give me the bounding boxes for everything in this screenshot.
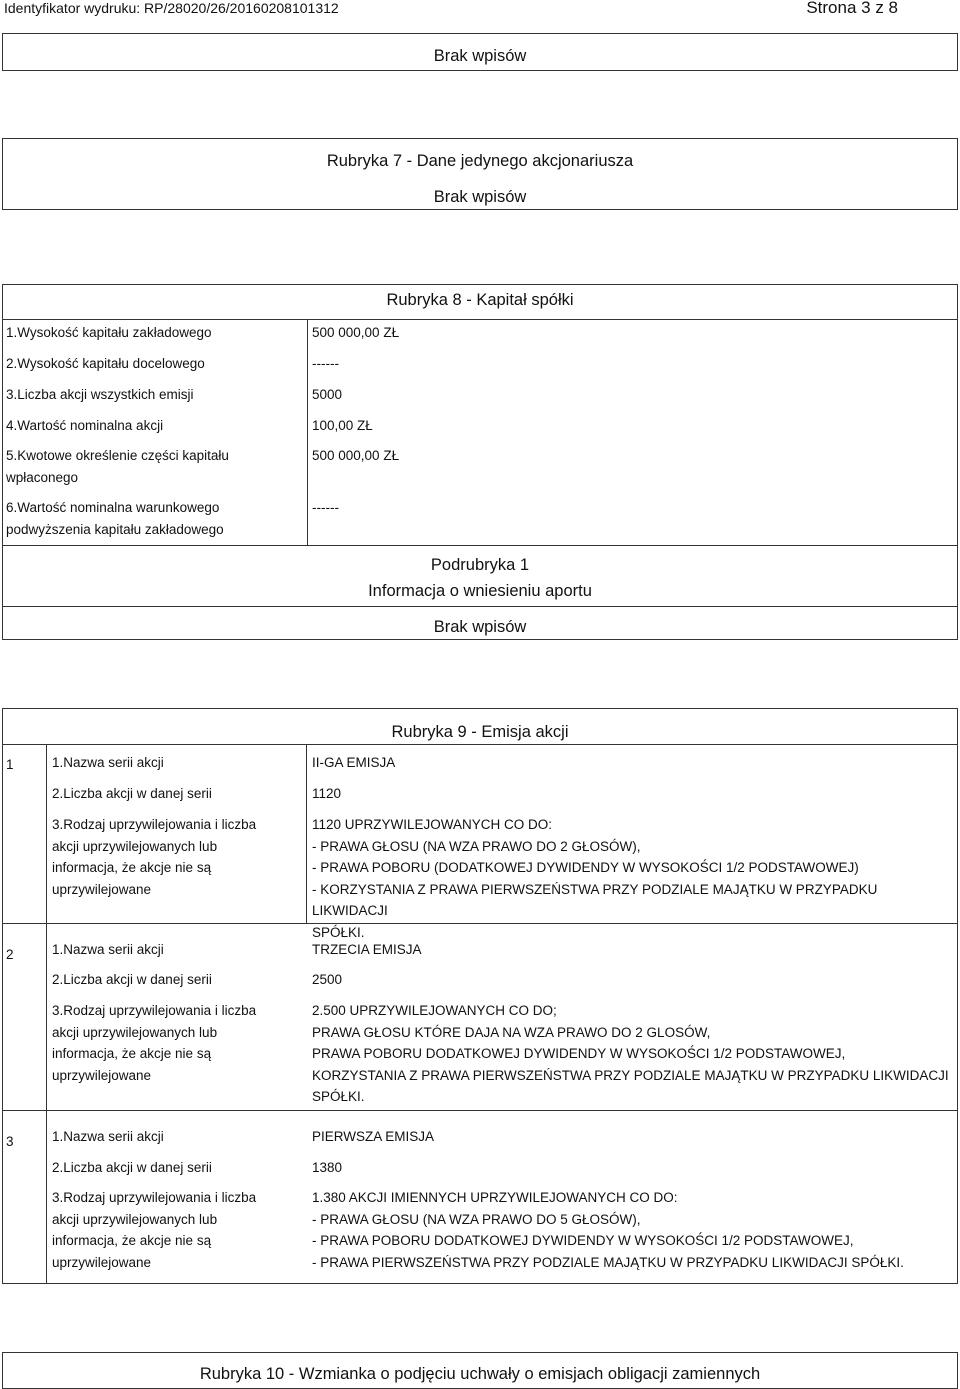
capital-label: 4.Wartość nominalna akcji: [6, 418, 164, 433]
series-type-value: 1.380 AKCJI IMIENNYCH UPRZYWILEJOWANYCH CO DO: - PRAWA GŁOSU (NA WZA PRAWO DO 5 GŁOSÓW), - PRAWA POBORU DODATKOWEJ DYWIDENDY W WYSOKOŚCI 1/2 PODSTAWOWEJ, - PRAWA PIERWSZEŃSTWA PRZY PODZIALE MAJĄTKU W PRZYPADKU LIKWIDACJI SPÓŁKI.: [312, 1190, 904, 1270]
series-count-label: 2.Liczba akcji w danej serii: [52, 1160, 212, 1175]
series-count-value: 1380: [312, 1160, 343, 1175]
capital-label: 6.Wartość nominalna warunkowego: [6, 500, 220, 515]
page-number: Strona 3 z 8: [806, 0, 898, 17]
emission-entry: [2, 744, 958, 940]
subsection-title: Podrubryka 1: [430, 556, 530, 574]
entry-number: 2: [6, 947, 14, 962]
empty-label: Brak wpisów: [433, 47, 527, 65]
section-10: [2, 1352, 958, 1389]
section-9-title: Rubryka 9 - Emisja akcji: [391, 723, 569, 741]
capital-value: 5000: [312, 387, 343, 402]
capital-value: 500 000,00 ZŁ: [312, 325, 400, 340]
section-10-title: Rubryka 10 - Wzmianka o podjęciu uchwały o emisjach obligacji zamiennych: [199, 1365, 761, 1383]
series-name-label: 1.Nazwa serii akcji: [52, 755, 164, 770]
subsection-subtitle: Informacja o wniesieniu aportu: [368, 582, 592, 600]
series-name-value: TRZECIA EMISJA: [312, 942, 422, 957]
entry-number: 1: [6, 757, 14, 772]
prev-section-box: [2, 33, 958, 71]
emission-entry: [2, 930, 958, 1110]
section-8-title: Rubryka 8 - Kapitał spółki: [386, 291, 574, 309]
series-type-label: 3.Rodzaj uprzywilejowania i liczba akcji uprzywilejowanych lub informacja, że akcje nie są uprzywilejowane: [52, 817, 257, 897]
print-identifier: Identyfikator wydruku: RP/28020/26/20160208101312: [4, 0, 339, 16]
empty-label: Brak wpisów: [433, 618, 527, 636]
capital-label: 3.Liczba akcji wszystkich emisji: [6, 387, 194, 402]
series-type-label: 3.Rodzaj uprzywilejowania i liczba akcji uprzywilejowanych lub informacja, że akcje nie są uprzywilejowane: [52, 1190, 257, 1270]
capital-label: podwyższenia kapitału zakładowego: [6, 522, 224, 537]
entry-number: 3: [6, 1134, 14, 1149]
series-name-label: 1.Nazwa serii akcji: [52, 1129, 164, 1144]
capital-label: wpłaconego: [6, 470, 79, 485]
empty-label: Brak wpisów: [433, 188, 527, 206]
series-name-label: 1.Nazwa serii akcji: [52, 942, 164, 957]
capital-table: [2, 319, 958, 545]
emission-entry: [2, 1117, 958, 1284]
capital-value: 100,00 ZŁ: [312, 418, 373, 433]
series-count-value: 2500: [312, 972, 343, 987]
capital-label: 5.Kwotowe określenie części kapitału: [6, 448, 229, 463]
capital-value: ------: [312, 500, 339, 515]
capital-label: 2.Wysokość kapitału docelowego: [6, 356, 205, 371]
series-count-value: 1120: [312, 786, 342, 801]
series-type-label: 3.Rodzaj uprzywilejowania i liczba akcji uprzywilejowanych lub informacja, że akcje nie są uprzywilejowane: [52, 1003, 257, 1083]
series-name-value: II-GA EMISJA: [312, 755, 396, 770]
section-7-title: Rubryka 7 - Dane jedynego akcjonariusza: [326, 152, 634, 170]
series-count-label: 2.Liczba akcji w danej serii: [52, 972, 212, 987]
series-type-value: 2.500 UPRZYWILEJOWANYCH CO DO; PRAWA GŁOSU KTÓRE DAJA NA WZA PRAWO DO 2 GLOSÓW, PRAWA POBORU DODATKOWEJ DYWIDENDY W WYSOKOŚCI 1/2 PODSTAWOWEJ, KORZYSTANIA Z PRAWA PIERWSZEŃSTWA PRZY PODZIALE MAJĄTKU W PRZYPADKU LIKWIDACJI SPÓŁKI.: [312, 1003, 949, 1104]
capital-value: 500 000,00 ZŁ: [312, 448, 400, 463]
series-name-value: PIERWSZA EMISJA: [312, 1129, 435, 1144]
section-7: [2, 138, 958, 210]
series-type-value: 1120 UPRZYWILEJOWANYCH CO DO: - PRAWA GŁOSU (NA WZA PRAWO DO 2 GŁOSÓW), - PRAWA POBORU (DODATKOWEJ DYWIDENDY W WYSOKOŚCI 1/2 PODSTAWOWEJ) - KORZYSTANIA Z PRAWA PIERWSZEŃSTWA PRZY PODZIALE MAJĄTKU W PRZYPADKU LIKWIDACJI SPÓŁKI.: [312, 817, 878, 940]
capital-label: 1.Wysokość kapitału zakładowego: [6, 325, 212, 340]
capital-value: ------: [312, 356, 339, 371]
series-count-label: 2.Liczba akcji w danej serii: [52, 786, 212, 801]
